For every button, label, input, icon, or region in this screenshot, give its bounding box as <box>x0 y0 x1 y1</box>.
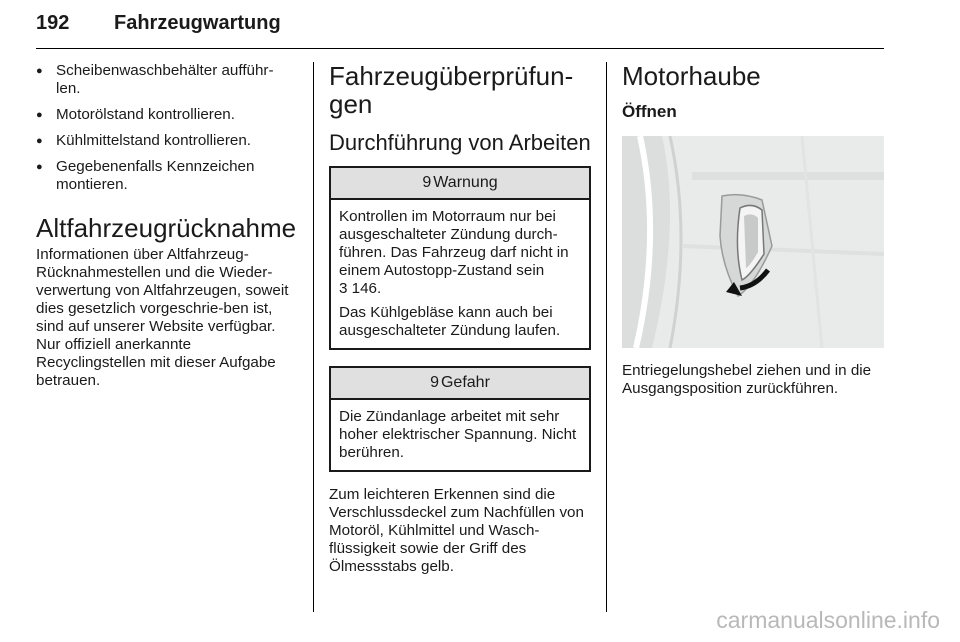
column-left <box>36 62 297 390</box>
warning-triangle-icon: 9 <box>422 174 432 191</box>
warning-box-header <box>331 168 589 200</box>
section-title-recycling: Altfahrzeugrücknahme <box>36 213 297 243</box>
section-title-inspection: Fahrzeugüberprüfun-gen <box>329 61 574 119</box>
warning-text: Kontrollen im Motorraum nur bei ausgeschalteter Zündung durch-führen. Das Fahrzeug darf nicht in einem Autostopp-Zustand sein 3 146. <box>339 208 569 297</box>
danger-box-title: Gefahr <box>440 374 490 391</box>
recycling-paragraph: Informationen über Altfahrzeug-Rücknahmestellen und die Wieder-verwertung von Altfahrzeugen, soweit dies gesetzlich vorgeschrie-ben ist, sind auf unserer Website verfügbar. Nur offiziell anerkannte Recyclingstellen mit dieser Aufgabe betrauen. <box>36 246 289 389</box>
hood-caption: Entriegelungshebel ziehen und in die Ausgangsposition zurückführen. <box>622 362 872 397</box>
header-rule <box>36 48 884 49</box>
section-title-hood: Motorhaube <box>622 61 761 91</box>
cap-colors-paragraph: Zum leichteren Erkennen sind die Verschlussdeckel zum Nachfüllen von Motoröl, Kühlmittel und Wasch-flüssigkeit sowie der Griff des Ölmessstabs gelb. <box>329 486 584 575</box>
danger-box-header <box>331 368 589 400</box>
list-item: ● Kühlmittelstand kontrollieren. <box>36 132 294 150</box>
list-item: ● Motorölstand kontrollieren. <box>36 106 294 124</box>
watermark: carmanualsonline.info <box>716 607 940 633</box>
running-title: Fahrzeugwartung <box>114 12 281 34</box>
hood-release-illustration <box>622 136 884 348</box>
danger-box-body <box>331 400 589 470</box>
warning-triangle-icon: 9 <box>430 374 439 391</box>
warning-text: Das Kühlgebläse kann auch bei ausgeschalteter Zündung laufen. <box>339 304 561 339</box>
list-item: ● Scheibenwaschbehälter aufführ-len. <box>36 62 294 98</box>
page-reference: 3 146. <box>339 280 382 297</box>
bullet-list <box>36 62 294 194</box>
danger-box <box>329 366 591 472</box>
warning-box-title: Warnung <box>433 174 498 191</box>
column-middle <box>329 62 591 576</box>
list-item: ● Gegebenenfalls Kennzeichen montieren. <box>36 158 294 194</box>
hood-release-lever-drawing <box>622 136 884 348</box>
warning-box <box>329 166 591 350</box>
column-divider-2 <box>606 62 607 612</box>
subsection-title-work: Durchführung von Arbeiten <box>329 130 591 155</box>
page-header <box>36 4 884 44</box>
subsection-title-open: Öffnen <box>622 102 677 121</box>
danger-text: Die Zündanlage arbeitet mit sehr hoher elektrischer Spannung. Nicht berühren. <box>339 408 577 461</box>
column-right <box>622 62 890 398</box>
warning-box-body <box>331 200 589 348</box>
column-divider-1 <box>313 62 314 612</box>
page-number: 192 <box>36 12 70 34</box>
